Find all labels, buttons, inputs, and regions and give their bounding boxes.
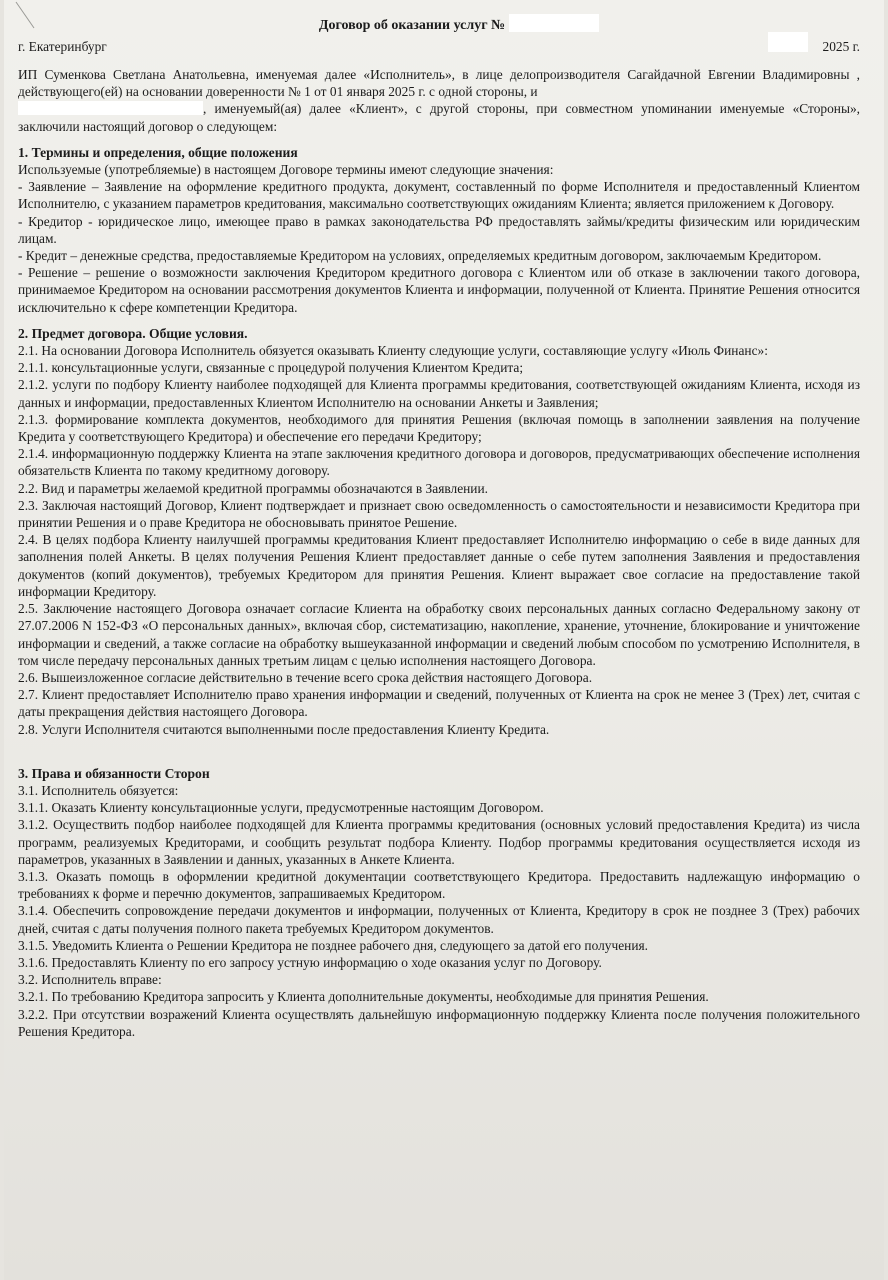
preamble — [18, 66, 860, 135]
paragraph: 2.6. Вышеизложенное согласие действительно в течение всего срока действия настоящего Договора. — [18, 669, 593, 685]
section-heading: 3. Права и обязанности Сторон — [18, 765, 210, 781]
paragraph: - Кредит – денежные средства, предоставляемые Кредитором на условиях, определяемых кредитным договором, заключаемым Кредитором. — [18, 248, 822, 264]
paragraph: 2.1. На основании Договора Исполнитель обязуется оказывать Клиенту следующие услуги, составляющие услугу «Июль Финанс»: — [18, 343, 768, 359]
paragraph: 2.8. Услуги Исполнителя считаются выполненными после предоставления Клиенту Кредита. — [18, 721, 550, 737]
paragraph: 2.1.2. услуги по подбору Клиенту наиболее подходящей для Клиента программы кредитования, соответствующей ожиданиям Клиента, исходя из данных и информации, предоставленных Клиентом Исполнителю на основании Анкеты и Заявления; — [18, 377, 860, 410]
section-heading: 1. Термины и определения, общие положения — [18, 144, 298, 160]
city: г. Екатеринбург — [18, 39, 107, 54]
paragraph: 3.1.1. Оказать Клиенту консультационные услуги, предусмотренные настоящим Договором. — [18, 800, 544, 816]
paragraph: 3.1.3. Оказать помощь в оформлении кредитной документации соответствующего Кредитора. Предоставить надлежащую информацию о требованиях к форме и перечню документов, запрашиваемых Кредитором. — [18, 868, 860, 902]
paragraph: 2.3. Заключая настоящий Договор, Клиент подтверждает и признает свою осведомленность о самостоятельности и независимости Кредитора при принятии Решения и о праве Кредитора не обосновывать принятое Решение. — [18, 497, 860, 531]
redacted-client-name — [18, 101, 203, 115]
contract-year: 2025 г. — [822, 39, 860, 54]
preamble-text: , именуемый(ая) далее «Клиент», с другой стороны, при совместном упоминании именуемые «Стороны», заключили настоящий договор о следующем: — [18, 101, 860, 134]
paragraph: 3.2. Исполнитель вправе: — [18, 972, 162, 988]
preamble-paragraph: ИП Суменкова Светлана Анатольевна, именуемая далее «Исполнитель», в лице делопроизводителя Сагайдачной Евгении Владимировны , действующего(ей) на основании доверенности № 1 от 01 января 2025 г. с одной стороны, и — [18, 67, 860, 100]
paragraph: 3.2.1. По требованию Кредитора запросить у Клиента дополнительные документы, необходимые для принятия Решения. — [18, 989, 709, 1005]
paragraph: 2.4. В целях подбора Клиенту наилучшей программы кредитования Клиент предоставляет Исполнителю информацию о себе в виде данных для заполнения полей Анкеты. В целях получения Решения Клиент предоставляет данные о себе путем заполнения Заявления и предоставления документов (копий документов), требуемых Кредитором для принятия Решения. Клиент выражает свое согласие на предоставление такой информации Кредитору. — [18, 532, 860, 599]
paragraph: 2.1.3. формирование комплекта документов, необходимого для принятия Решения (включая помощь в заполнении заявления на получение Кредита у соответствующего Кредитора) и обеспечение его передачи Кредитору; — [18, 411, 860, 445]
section-heading: 2. Предмет договора. Общие условия. — [18, 325, 248, 341]
paragraph: 3.1.4. Обеспечить сопровождение передачи документов и информации, полученных от Клиента, Кредитору в срок не позднее 3 (Трех) рабочих дней, считая с даты получения полного пакета требуемых Кредитором документов. — [18, 903, 860, 936]
paragraph: 3.1. Исполнитель обязуется: — [18, 782, 179, 798]
title-text: Договор об оказании услуг № — [318, 18, 506, 33]
preamble-paragraph — [18, 100, 860, 134]
place-date-row — [18, 38, 860, 56]
paragraph: - Заявление – Заявление на оформление кредитного продукта, документ, составленный по форме Исполнителя и предоставленный Клиентом Исполнителю, с указанием параметров кредитования, максимально соответствующих ожиданиям Клиента; является приложением к Договору. — [18, 179, 860, 212]
document-body — [18, 14, 860, 1040]
document-page — [4, 0, 884, 1280]
paragraph: 3.2.2. При отсутствии возражений Клиента осуществлять дальнейшую информационную поддержку Клиента после получения положительного Решения Кредитора. — [18, 1006, 860, 1039]
paragraph: - Кредитор - юридическое лицо, имеющее право в рамках законодательства РФ предоставлять займы/кредиты физическим или юридическим лицам. — [18, 213, 860, 246]
paragraph: 2.5. Заключение настоящего Договора означает согласие Клиента на обработку своих персональных данных согласно Федеральному закону от 27.07.2006 N 152-ФЗ «О персональных данных», включая сбор, систематизацию, накопление, хранение, уточнение, блокирование и уничтожение информации и сведений, а также согласие на обработку вышеуказанной информации и сведений любым способом по усмотрению Исполнителя, в том числе передачу персональных данных третьим лицам с целью исполнения настоящего Договора. — [18, 601, 860, 668]
paragraph: 2.1.1. консультационные услуги, связанные с процедурой получения Клиентом Кредита; — [18, 360, 524, 376]
section-spacer — [18, 738, 860, 756]
redacted-contract-number — [509, 14, 599, 32]
paragraph: 2.7. Клиент предоставляет Исполнителю право хранения информации и сведений, полученных от Клиента на срок не менее 3 (Трех) лет, считая с даты прекращения действия настоящего Договора. — [18, 687, 860, 720]
paragraph: Используемые (употребляемые) в настоящем Договоре термины имеют следующие значения: — [18, 162, 554, 178]
paragraph: 2.2. Вид и параметры желаемой кредитной программы обозначаются в Заявлении. — [18, 480, 488, 496]
redacted-date — [768, 32, 808, 52]
document-title — [58, 14, 860, 34]
paragraph: 3.1.2. Осуществить подбор наиболее подходящей для Клиента программы кредитования (основных условий предоставления Кредита) из числа программ, реализуемых Кредиторами, и сообщить результат подбора Клиенту. Подбор программы кредитования осуществляется исходя из параметров, указанных в Заявлении и данных, указанных в Анкете Клиента. — [18, 817, 860, 867]
paragraph: 3.1.6. Предоставлять Клиенту по его запросу устную информацию о ходе оказания услуг по Договору. — [18, 954, 602, 970]
paragraph: 2.1.4. информационную поддержку Клиента на этапе заключения кредитного договора и договоров, предусматривающих обеспечение исполнения обязательств Клиента по такому кредитному договору. — [18, 446, 860, 479]
paragraph: 3.1.5. Уведомить Клиента о Решении Кредитора не позднее рабочего дня, следующего за датой его получения. — [18, 937, 648, 953]
paragraph: - Решение – решение о возможности заключения Кредитором кредитного договора с Клиентом или об отказе в заключении такого договора, принимаемое Кредитором на основании рассмотрения документов Клиента и информации, полученной от Клиента. Принятие Решения относится исключительно к сфере компетенции Кредитора. — [18, 265, 860, 315]
